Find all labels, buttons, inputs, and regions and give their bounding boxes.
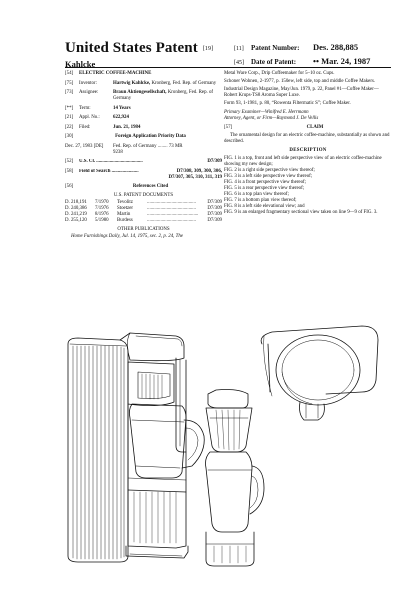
us-cl-value: D7/309 [207, 159, 222, 164]
priority-number: 9238 [113, 149, 123, 155]
citation-date: 5/1980 [95, 217, 109, 223]
publication-entry: Schoner Wohnen, 2-1977, p. 150ew, left side, top and middle Coffee Makers. [224, 79, 376, 84]
figure-description: FIG. 1 is a top, front and left side perspective view of an electric coffee-machine showing my new design; [224, 156, 382, 167]
field-label: Appl. No.: [79, 115, 100, 120]
figure-description: FIG. 8 is a left side elevational view; and [224, 204, 305, 209]
coffee-machine-drawing-fig-top [261, 326, 378, 420]
search-label: Field of Search ...................... [79, 168, 139, 174]
us-cl-label: U.S. Cl. ...................................... [79, 159, 143, 164]
field-ref: [**] [65, 105, 74, 111]
search-line2: D7/307, 305, 310, 311, 319 [168, 174, 222, 180]
claim-title: CLAIM [306, 125, 324, 130]
field-ref: [21] [65, 115, 74, 120]
figure-description: FIG. 5 is a rear perspective view thereof; [224, 186, 305, 191]
citation-cls: D7/309 [207, 199, 222, 205]
date-value: Mar. 24, 1987 [321, 56, 371, 66]
field-label: Term: [79, 105, 91, 111]
priority-country: Fed. Rep. of Germany ........ 73 MR [113, 143, 183, 149]
citation-dots: ........................................ [147, 205, 196, 211]
priority-date: Dec. 27, 1983 [DE] [65, 143, 104, 149]
publication-entry: Metal Ware Corp., Drip Coffeemaker for 5–10 oz. Cups. [224, 71, 335, 76]
figure-description: FIG. 6 is a top plan view thereof; [224, 192, 289, 197]
title-ref: [19] [202, 45, 214, 52]
citation-dots: ........................................ [147, 217, 196, 223]
publication-entry: Industrial Design Magazine, May/Jun. 1979, p. 22, Panel #1—Coffee Maker—Robert Krups-TS8 Aroma Super Luxe. [224, 87, 379, 98]
filed-value: Jun. 21, 1984 [113, 124, 141, 130]
citation-num: D. 240,386 [65, 205, 87, 211]
citation-cls: D7/309 [207, 205, 222, 211]
figure-description: FIG. 3 is a left side perspective view thereof; [224, 174, 313, 179]
citation-cls: D7/309 [207, 217, 222, 223]
field-ref: [52] [65, 159, 74, 164]
field-ref: [75] [65, 80, 74, 86]
citation-dots: ........................................ [147, 199, 196, 205]
citation-num: D. 241,219 [65, 211, 87, 217]
claim-text: The ornamental design for an electric coffee-machine, substantially as shown and described. [224, 133, 390, 144]
patent-number-ref: [11] [234, 46, 244, 52]
assignee-location: Kronberg, Fed. Rep. of Germany [113, 90, 214, 101]
other-pubs-title: OTHER PUBLICATIONS [117, 226, 170, 232]
field-ref: [58] [65, 168, 74, 174]
date-label: Date of Patent: [251, 58, 297, 66]
figure-description: FIG. 9 is an enlarged fragmentary sectional view taken on line 9—9 of FIG. 3. [224, 210, 378, 215]
term-value: 14 Years [113, 105, 131, 111]
figure-description: FIG. 4 is a front perspective view thereof; [224, 180, 307, 185]
citation-name: Burdess [117, 217, 133, 223]
citation-name: Martin [117, 211, 131, 217]
attorney: Attorney, Agent, or Firm—Raymond J. De Vellis [224, 116, 319, 121]
assignee-name: Braun Aktiengesellschaft, [113, 90, 167, 95]
date-mark: •• [313, 56, 319, 66]
appl-no-value: 622,924 [113, 115, 129, 120]
inventor-name: Hartwig Kahlcke, [113, 80, 151, 86]
inventor-surname: Kahlcke [65, 59, 96, 69]
citation-date: 7/1976 [95, 205, 109, 211]
primary-examiner: Primary Examiner—Winifred E. Herrmann [224, 110, 309, 115]
citation-cls: D7/309 [207, 211, 222, 217]
figure-description: FIG. 7 is a bottom plan view thereof; [224, 198, 297, 203]
publication-entry: Form 93, 1-1981, p. 80, “Rowenta Filtermatic S”; Coffee Maker. [224, 101, 351, 106]
description-title: DESCRIPTION [289, 148, 327, 153]
references-title: References Cited [132, 184, 169, 189]
design-title: ELECTRIC COFFEE-MACHINE [79, 71, 152, 76]
citation-name: Tevolitz [117, 199, 133, 205]
citation-date: 8/1976 [95, 211, 109, 217]
field-ref: [30] [65, 134, 74, 139]
coffee-machine-drawing-fig1 [68, 333, 204, 562]
field-ref: [73] [65, 90, 74, 95]
citation-date: 7/1970 [95, 199, 109, 205]
patent-number-label: Patent Number: [251, 44, 300, 52]
citation-num: D. 255,120 [65, 217, 87, 223]
patent-number: Des. 288,885 [313, 42, 359, 52]
search-line1: D7/308, 309, 300, 306, [176, 168, 222, 174]
citation-num: D. 218,191 [65, 199, 87, 205]
title-text: United States Patent [65, 40, 198, 56]
other-pub-first: Home Furnishings Daily, Jul. 14, 1975, sec. 2, p. 24, The [71, 233, 183, 239]
field-ref: [56] [65, 184, 74, 189]
field-ref: [22] [65, 124, 74, 130]
figure-description: FIG. 2 is a right side perspective view thereof; [224, 168, 315, 173]
claim-ref: [57] [224, 125, 233, 130]
field-ref: [54] [65, 71, 74, 76]
field-label: Assignee: [79, 90, 99, 95]
date-ref: [45] [234, 60, 244, 66]
citation-name: Stoetzer [117, 205, 134, 211]
citation-dots: .......................................... [147, 211, 199, 217]
field-label: Inventor: [79, 80, 97, 86]
inventor-location: Kronberg, Fed. Rep. of Germany [151, 80, 217, 86]
field-label: Filed: [79, 124, 91, 130]
us-docs-title: U.S. PATENT DOCUMENTS [113, 192, 174, 198]
coffee-machine-drawing-fig-side [206, 390, 265, 567]
priority-title: Foreign Application Priority Data [115, 134, 186, 139]
